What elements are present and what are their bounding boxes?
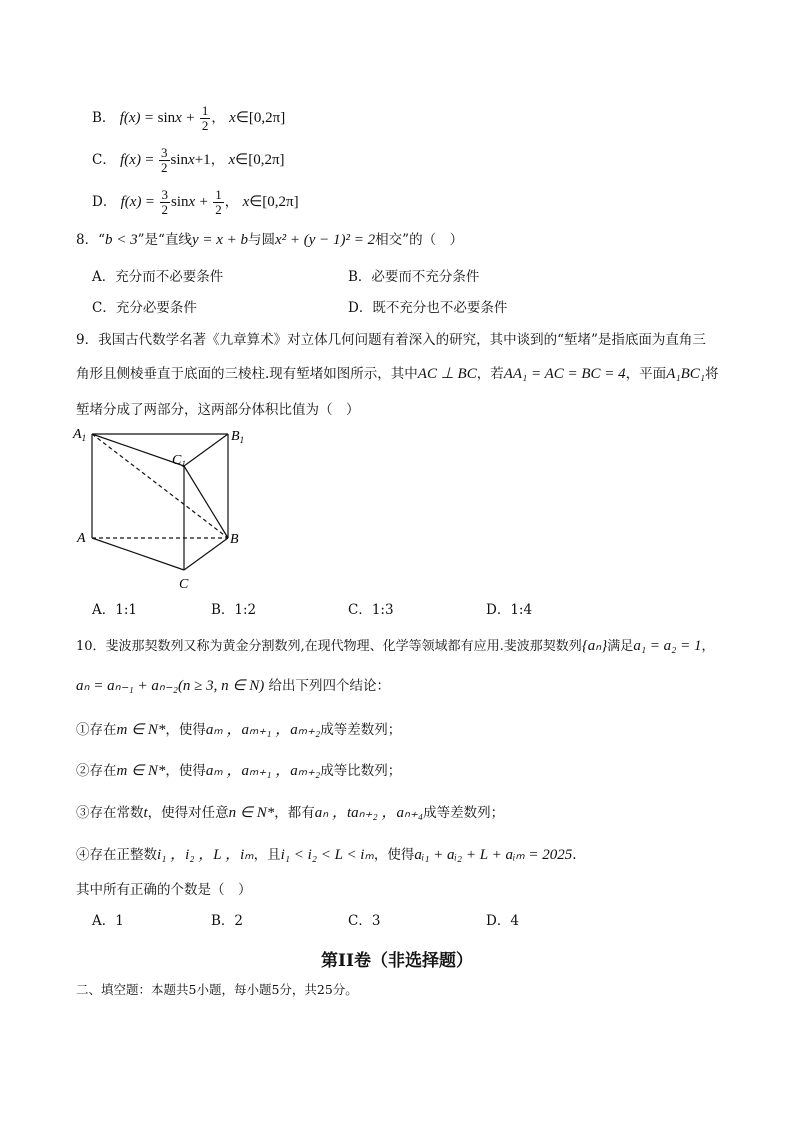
q8-text: 相交”的（ ） <box>375 232 464 248</box>
q10-text: 成等差数列； <box>320 722 402 738</box>
section-title: 第II卷（非选择题） <box>321 951 473 971</box>
plus-sign: + <box>186 110 195 126</box>
q9-option-c: C．1:3 <box>348 602 394 618</box>
q10-initial: a₁ = a₂ = 1 <box>633 638 702 654</box>
domain-var: x <box>228 152 236 168</box>
sin-label: sin <box>171 194 189 210</box>
q10-text: ，且 <box>253 847 281 863</box>
q10-terms: aₘ ，aₘ₊₁ ，aₘ₊₂ <box>205 722 321 738</box>
variable: x <box>175 110 182 126</box>
q9-option-a: A．1:1 <box>92 602 137 618</box>
q9-text: ，平面 <box>625 366 667 382</box>
option-label: D． <box>92 194 117 210</box>
q8-option-c: C．充分必要条件 <box>92 300 197 316</box>
q10-text: ②存在 <box>76 763 117 779</box>
expr-tail: +1 <box>194 152 211 168</box>
edge-a1-c1 <box>92 434 184 466</box>
q9-lengths: AA₁ = AC = BC = 4 <box>503 366 626 382</box>
q9-line-2 <box>76 364 718 384</box>
q10-question: 其中所有正确的个数是（ ） <box>76 882 252 898</box>
domain-var: x <box>229 110 236 126</box>
numerator: 3 <box>161 145 168 160</box>
domain: ∈[0,2π] <box>249 194 299 210</box>
q10-text: ，使得对任意 <box>147 805 229 821</box>
equals-sign: = <box>145 152 154 168</box>
edge-a-c <box>92 538 184 570</box>
q10-text: 满足 <box>607 639 634 654</box>
q9-text: ，若 <box>476 366 504 382</box>
q10-text: ，使得 <box>165 722 206 738</box>
edge-c1-b1 <box>184 434 228 466</box>
equals-sign: = <box>144 110 154 126</box>
equals-sign: = <box>145 194 155 210</box>
q10-text: ④存在正整数 <box>76 847 157 863</box>
denominator: 2 <box>161 202 169 217</box>
q10-statement-1 <box>76 720 401 740</box>
q10-terms: aₙ ，taₙ₊₂ ，aₙ₊₄ <box>314 805 424 821</box>
domain: ∈[0,2π] <box>235 152 285 168</box>
numerator: 3 <box>161 187 169 202</box>
q7-option-d <box>92 188 299 217</box>
q10-recurrence: aₙ = aₙ₋₁ + aₙ₋₂(n ≥ 3, n ∈ N) <box>76 678 265 694</box>
q10-line-2 <box>76 676 390 696</box>
function-name: f(x) <box>119 110 141 126</box>
q8-prefix: 8．“ <box>76 232 105 248</box>
numerator: 1 <box>215 187 222 202</box>
separator: ， <box>224 194 239 210</box>
q9-option-d: D．1:4 <box>486 602 533 618</box>
q10-text: 成等差数列； <box>423 805 505 821</box>
function-name: f(x) <box>120 194 142 210</box>
q10-option-a: A．1 <box>92 913 124 929</box>
q10-option-b: B．2 <box>211 913 244 929</box>
separator: ， <box>211 110 225 126</box>
q10-text: ， <box>701 639 715 654</box>
q8-option-d: D．既不充分也不必要条件 <box>348 300 508 316</box>
option-label: B． <box>92 110 116 126</box>
denominator: 2 <box>215 202 222 217</box>
q8-option-a: A．充分而不必要条件 <box>92 269 224 285</box>
q10-text: 成等比数列； <box>320 763 402 779</box>
q10-line-1 <box>76 636 715 657</box>
fraction <box>159 146 170 175</box>
option-label: C． <box>92 152 116 168</box>
sin-label: sin <box>170 152 189 168</box>
q9-line-3: 堑堵分成了两部分，这两部分体积比值为（ ） <box>76 402 360 418</box>
sin-label: sin <box>157 110 176 126</box>
label-a1: $A_1$ <box>73 427 87 443</box>
edge-c1-b <box>184 466 228 538</box>
q9-line-1: 9．我国古代数学名著《九章算术》对立体几何问题有着深入的研究，其中谈到的“堑堵”是指底面为直角三 <box>76 332 706 348</box>
q10-statement-4 <box>76 845 577 865</box>
variable: x <box>188 152 195 168</box>
plus-sign: + <box>199 194 208 210</box>
q10-inequality: i₁ < i₂ < L < iₘ <box>280 847 374 863</box>
q10-text: 10．斐波那契数列又称为黄金分割数列,在现代物理、化学等领域都有应用.斐波那契数列 <box>76 639 582 654</box>
fraction <box>213 188 224 217</box>
q10-text: ，都有 <box>274 805 315 821</box>
q10-text: ，使得 <box>373 847 415 863</box>
q10-text: ，使得 <box>165 763 206 779</box>
q7-option-c <box>92 146 285 175</box>
label-c: C <box>179 577 189 592</box>
label-c1: $C_1$ <box>172 453 186 469</box>
section-2-intro: 二、填空题：本题共5小题，每小题5分，共25分。 <box>76 982 358 997</box>
q8-condition: b < 3 <box>105 232 138 248</box>
q8-line-equation: y = x + b <box>191 232 248 248</box>
q9-text: 角形且侧棱垂直于底面的三棱柱.现有堑堵如图所示，其中 <box>76 366 418 382</box>
q10-t: t <box>143 805 148 821</box>
fraction <box>200 104 211 133</box>
q9-plane: A₁BC₁ <box>666 366 705 382</box>
prism-figure <box>72 420 252 600</box>
q10-text: ①存在 <box>76 722 117 738</box>
edge-c-b <box>184 538 228 570</box>
denominator: 2 <box>161 160 168 175</box>
q10-statement-3 <box>76 803 504 823</box>
q10-m: m ∈ N* <box>116 763 166 779</box>
q10-text: ③存在常数 <box>76 805 144 821</box>
q10-indices: i₁ ，i₂ ，L ，iₘ <box>157 847 254 863</box>
separator: ， <box>210 152 225 168</box>
q10-m: m ∈ N* <box>116 722 166 738</box>
q8-circle-equation: x² + (y − 1)² = 2 <box>275 232 376 248</box>
q8-text: ”是“直线 <box>137 232 192 248</box>
q10-option-d: D．4 <box>486 913 519 929</box>
label-a: A <box>77 531 86 546</box>
denominator: 2 <box>201 118 209 133</box>
function-name: f(x) <box>120 152 141 168</box>
q10-sequence: {aₙ} <box>581 638 608 654</box>
q8-stem <box>76 230 463 250</box>
domain-var: x <box>242 194 250 210</box>
numerator: 1 <box>201 103 209 118</box>
q8-text: 与圆 <box>248 232 275 248</box>
fraction <box>160 188 171 217</box>
q8-option-b: B．必要而不充分条件 <box>348 269 480 285</box>
q9-text: 将 <box>704 366 719 382</box>
q10-n: n ∈ N* <box>228 805 275 821</box>
q9-option-b: B．1:2 <box>211 602 257 618</box>
edge-a1-b-hidden <box>92 434 228 538</box>
q7-option-b <box>92 104 285 133</box>
q10-text: 给出下列四个结论： <box>264 678 391 694</box>
q10-option-c: C．3 <box>348 913 381 929</box>
q9-perpendicular: AC ⊥ BC <box>417 366 477 382</box>
q10-text: . <box>572 847 577 863</box>
variable: x <box>188 194 196 210</box>
q10-terms: aₘ ，aₘ₊₁ ，aₘ₊₂ <box>205 763 321 779</box>
label-b: B <box>230 532 239 547</box>
q10-statement-2 <box>76 761 401 781</box>
label-b1: $B_1$ <box>231 429 245 445</box>
domain: ∈[0,2π] <box>235 110 286 126</box>
q10-sum: aᵢ₁ + aᵢ₂ + L + aᵢₘ = 2025 <box>414 847 573 863</box>
